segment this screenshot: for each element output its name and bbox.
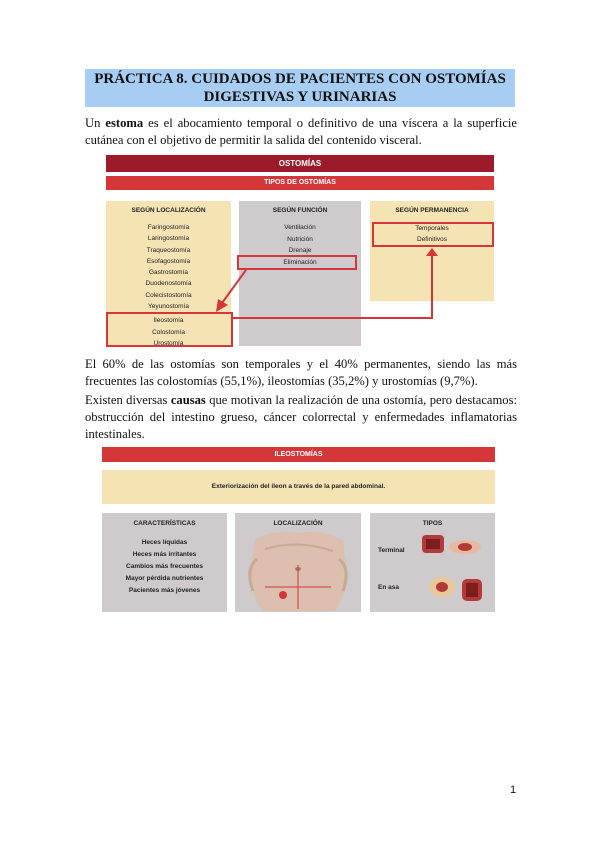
intro-paragraph bbox=[85, 115, 517, 149]
diagonal-arrow bbox=[222, 270, 246, 303]
diagonal-arrow-head bbox=[216, 299, 228, 312]
intro-post: es el abocamiento temporal o definitivo de una víscera a la superficie cutánea con el objetivo de permitir la salida del contenido visceral. bbox=[85, 116, 517, 147]
intro-bold-term: estoma bbox=[105, 116, 144, 130]
causes-paragraph bbox=[85, 392, 517, 443]
panel-title: LOCALIZACIÓN bbox=[273, 520, 323, 527]
title-line-2: DIGESTIVAS Y URINARIAS bbox=[203, 89, 397, 105]
ostomy-types-diagram bbox=[106, 155, 494, 346]
panel-title: CARACTERÍSTICAS bbox=[133, 520, 196, 527]
definition-box: Exteriorización del íleon a través de la pared abdominal. bbox=[102, 470, 495, 504]
panel-tipos bbox=[370, 513, 495, 612]
tipo-en-asa-label: En asa bbox=[378, 584, 399, 591]
list-item: Drenaje bbox=[288, 247, 312, 254]
column-title: SEGÚN LOCALIZACIÓN bbox=[131, 207, 206, 214]
list-item: Yeyunostomía bbox=[148, 303, 189, 311]
list-item-highlighted: Ileostomía bbox=[153, 317, 184, 325]
abdomen-illustration bbox=[235, 529, 361, 611]
list-item: Traqueostomía bbox=[146, 246, 191, 254]
list-item: Mayor pérdida nutrientes bbox=[125, 575, 204, 582]
panel-localizacion bbox=[235, 513, 361, 612]
elbow-connector bbox=[233, 255, 432, 318]
list-item-highlighted: Urostomía bbox=[153, 339, 184, 347]
list-item: Nutrición bbox=[287, 235, 313, 243]
ileostomy-diagram bbox=[102, 447, 495, 612]
list-item: Temporales bbox=[415, 225, 449, 232]
column-title: SEGÚN FUNCIÓN bbox=[272, 207, 328, 214]
diagram-header: ILEOSTOMÍAS bbox=[102, 447, 495, 462]
panel-caracteristicas bbox=[102, 513, 227, 612]
list-item: Laringostomía bbox=[147, 235, 190, 243]
list-item: Colecistostomía bbox=[145, 291, 192, 299]
causes-pre: Existen diversas bbox=[85, 393, 171, 407]
causes-bold-term: causas bbox=[170, 393, 206, 407]
panel-title: TIPOS bbox=[422, 520, 443, 527]
list-item: Ventilación bbox=[284, 224, 316, 231]
list-item: Esofagostomía bbox=[146, 257, 191, 265]
list-item: Heces líquidas bbox=[141, 539, 188, 546]
caracteristicas-list bbox=[102, 537, 227, 597]
list-item: Heces más irritantes bbox=[132, 551, 197, 558]
diagram-header: OSTOMÍAS bbox=[106, 155, 494, 172]
list-item: Faringostomía bbox=[147, 224, 190, 231]
list-item: Gastrostomía bbox=[148, 269, 188, 277]
list-item: Eliminación bbox=[283, 258, 317, 266]
diagram-subheader: TIPOS DE OSTOMÍAS bbox=[106, 176, 494, 190]
tipo-terminal-label: Terminal bbox=[378, 547, 405, 554]
list-item: Duodenostomía bbox=[145, 280, 192, 288]
title-line-1: PRÁCTICA 8. CUIDADOS DE PACIENTES CON OSTOMÍAS bbox=[94, 71, 506, 87]
list-item: Pacientes más jóvenes bbox=[128, 587, 201, 594]
up-arrow-head bbox=[426, 248, 438, 256]
list-item-highlighted: Colostomía bbox=[152, 328, 185, 336]
column-title: SEGÚN PERMANENCIA bbox=[395, 207, 469, 214]
page-title bbox=[85, 69, 515, 107]
list-item: Definitivos bbox=[417, 236, 447, 243]
list-item: Cambios más frecuentes bbox=[126, 563, 203, 570]
stats-paragraph: El 60% de las ostomías son temporales y el 40% permanentes, siendo las más frecuentes las colostomías (55,1%), ileostomías (35,2%) y urostomías (9,7%). bbox=[85, 357, 517, 388]
stoma-type-illustrations bbox=[370, 513, 495, 612]
page-number: 1 bbox=[510, 784, 517, 796]
intro-pre: Un bbox=[85, 116, 106, 130]
causes-post: que motivan la realización de una ostomía, pero destacamos: obstrucción del intestino grueso, cáncer colorrectal y enfermedades inflamatorias intestinales. bbox=[85, 393, 518, 441]
connector-arrows bbox=[106, 155, 494, 346]
